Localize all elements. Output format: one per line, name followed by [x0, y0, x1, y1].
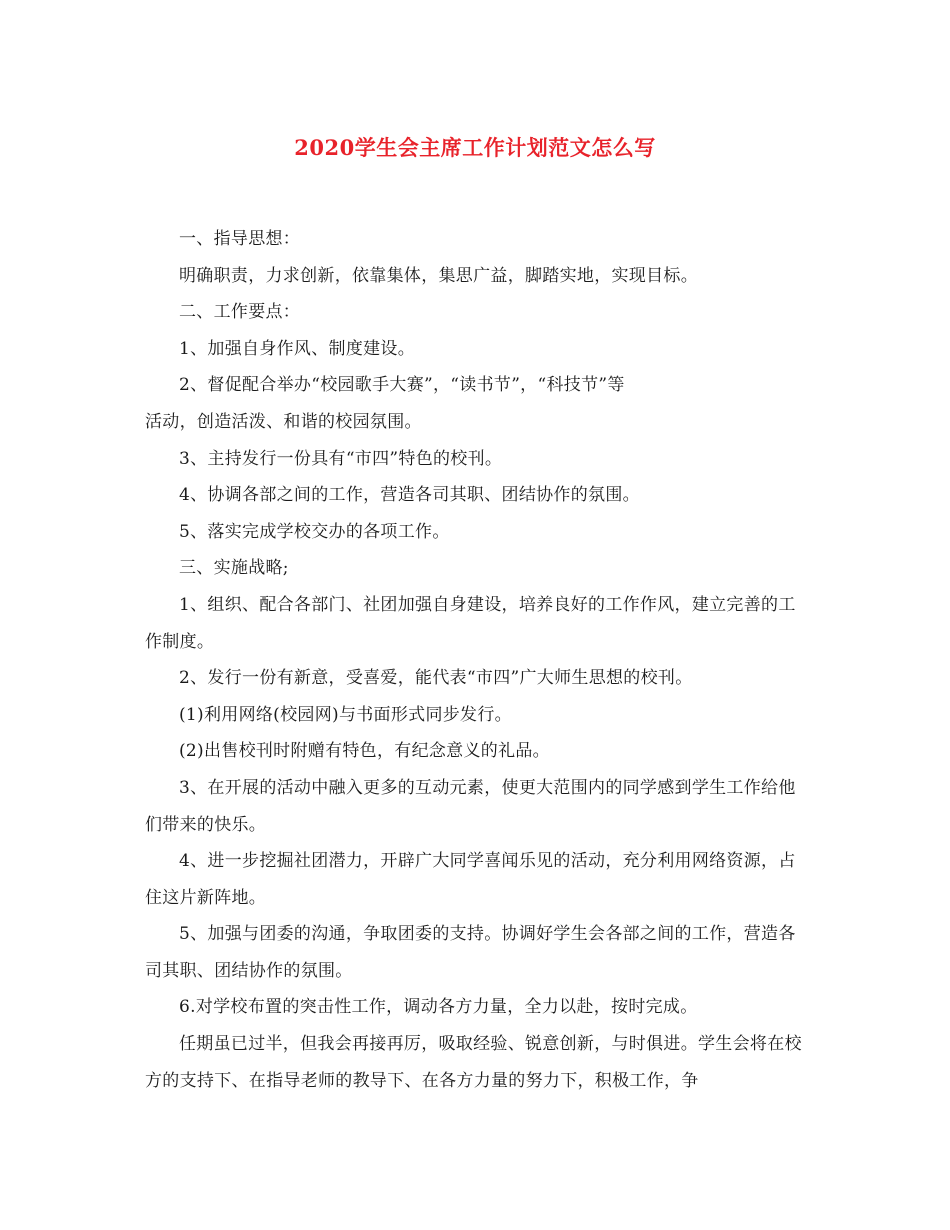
- paragraph: 4、协调各部之间的工作，营造各司其职、团结协作的氛围。: [179, 485, 640, 506]
- paragraph: 5、加强与团委的沟通，争取团委的支持。协调好学生会各部之间的工作，营造各司其职、团结协作的氛围。: [145, 924, 796, 981]
- paragraph: 3、在开展的活动中融入更多的互动元素，使更大范围内的同学感到学生工作给他们带来的快乐。: [145, 777, 796, 835]
- paragraph: 明确职责，力求创新，依靠集体，集思广益，脚踏实地，实现目标。: [179, 265, 698, 286]
- paragraph: 2、发行一份有新意，受喜爱，能代表“市四”广大师生思想的校刊。: [179, 668, 693, 689]
- document-title: 2020学生会主席工作计划范文怎么写: [294, 135, 656, 160]
- paragraph: 三、实施战略;: [179, 558, 289, 579]
- paragraph: 1、组织、配合各部门、社团加强自身建设，培养良好的工作作风，建立完善的工作制度。: [145, 594, 796, 652]
- paragraph: 5、落实完成学校交办的各项工作。: [179, 521, 450, 542]
- document-body: [145, 221, 810, 1099]
- paragraph: 4、进一步挖掘社团潜力，开辟广大同学喜闻乐见的活动，充分利用网络资源，占住这片新阵地。: [145, 851, 796, 908]
- paragraph: 3、主持发行一份具有“市四”特色的校刊。: [179, 448, 503, 469]
- paragraph: (2)出售校刊时附赠有特色，有纪念意义的礼品。: [179, 741, 550, 762]
- paragraph: 活动，创造活泼、和谐的校园氛围。: [145, 411, 422, 432]
- paragraph: 一、指导思想：: [179, 229, 301, 249]
- paragraph: 1、加强自身作风、制度建设。: [179, 338, 416, 359]
- paragraph: 二、工作要点：: [179, 302, 301, 323]
- paragraph: 6.对学校布置的突击性工作，调动各方力量，全力以赴，按时完成。: [179, 997, 698, 1018]
- paragraph: 2、督促配合举办“校园歌手大赛”，“读书节”，“科技节”等: [179, 375, 625, 396]
- paragraph: 任期虽已过半，但我会再接再厉，吸取经验、锐意创新，与时俱进。学生会将在校方的支持下、在指导老师的教导下、在各方力量的努力下，积极工作，争: [145, 1034, 802, 1091]
- paragraph: (1)利用网络(校园网)与书面形式同步发行。: [179, 704, 512, 725]
